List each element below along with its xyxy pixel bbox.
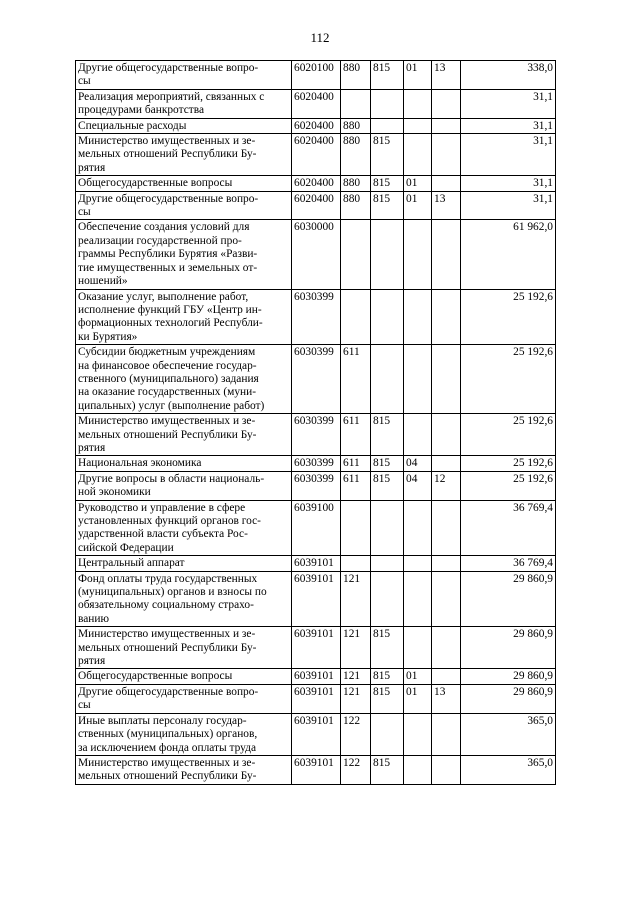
item-name-cell: Министерство имущественных и зе- мельных отношений Республики Бу- рятия xyxy=(76,627,292,669)
amount-cell: 365,0 xyxy=(461,755,556,784)
table-row xyxy=(76,345,556,414)
amount-cell: 31,1 xyxy=(461,191,556,220)
amount-cell: 29 860,9 xyxy=(461,684,556,713)
admin-code-cell xyxy=(371,118,404,133)
table-row xyxy=(76,669,556,684)
item-name-cell: Другие общегосударственные вопро- сы xyxy=(76,61,292,90)
budget-table xyxy=(75,60,556,785)
amount-cell: 36 769,4 xyxy=(461,556,556,571)
target-article-cell: 6020400 xyxy=(292,134,341,176)
table-row xyxy=(76,571,556,627)
table-row xyxy=(76,289,556,345)
item-name-cell: Руководство и управление в сфере установленных функций органов гос- ударственной власти субъекта Рос- сийской Федерации xyxy=(76,500,292,556)
page-number: 112 xyxy=(310,30,330,45)
subsection-cell xyxy=(432,289,461,345)
target-article-cell: 6030000 xyxy=(292,220,341,289)
item-name-cell: Фонд оплаты труда государственных (муниципальных) органов и взносы по обязательному социальному страхо- ванию xyxy=(76,571,292,627)
subsection-cell xyxy=(432,89,461,118)
section-cell xyxy=(404,571,432,627)
item-name-cell: Другие общегосударственные вопро- сы xyxy=(76,191,292,220)
section-cell xyxy=(404,89,432,118)
expense-type-cell: 121 xyxy=(341,627,371,669)
table-row xyxy=(76,556,556,571)
admin-code-cell: 815 xyxy=(371,755,404,784)
amount-cell: 25 192,6 xyxy=(461,345,556,414)
subsection-cell xyxy=(432,414,461,456)
subsection-cell xyxy=(432,627,461,669)
admin-code-cell xyxy=(371,289,404,345)
table-row xyxy=(76,755,556,784)
section-cell: 01 xyxy=(404,191,432,220)
expense-type-cell xyxy=(341,556,371,571)
admin-code-cell: 815 xyxy=(371,176,404,191)
admin-code-cell: 815 xyxy=(371,684,404,713)
item-name-cell: Реализация мероприятий, связанных с процедурами банкротства xyxy=(76,89,292,118)
subsection-cell xyxy=(432,669,461,684)
section-cell xyxy=(404,500,432,556)
item-name-cell: Оказание услуг, выполнение работ, исполнение функций ГБУ «Центр ин- формационных технологий Республи- ки Бурятия» xyxy=(76,289,292,345)
section-cell: 01 xyxy=(404,61,432,90)
subsection-cell: 13 xyxy=(432,684,461,713)
amount-cell: 31,1 xyxy=(461,89,556,118)
target-article-cell: 6039101 xyxy=(292,713,341,755)
admin-code-cell xyxy=(371,89,404,118)
expense-type-cell: 611 xyxy=(341,471,371,500)
subsection-cell xyxy=(432,118,461,133)
admin-code-cell xyxy=(371,556,404,571)
admin-code-cell xyxy=(371,345,404,414)
expense-type-cell: 880 xyxy=(341,176,371,191)
admin-code-cell: 815 xyxy=(371,61,404,90)
table-row xyxy=(76,176,556,191)
section-cell xyxy=(404,220,432,289)
subsection-cell xyxy=(432,500,461,556)
admin-code-cell: 815 xyxy=(371,471,404,500)
target-article-cell: 6039101 xyxy=(292,684,341,713)
expense-type-cell xyxy=(341,289,371,345)
table-row xyxy=(76,118,556,133)
target-article-cell: 6020400 xyxy=(292,118,341,133)
section-cell: 01 xyxy=(404,684,432,713)
item-name-cell: Министерство имущественных и зе- мельных отношений Республики Бу- рятия xyxy=(76,134,292,176)
target-article-cell: 6020400 xyxy=(292,191,341,220)
section-cell: 01 xyxy=(404,176,432,191)
target-article-cell: 6039101 xyxy=(292,669,341,684)
subsection-cell xyxy=(432,556,461,571)
table-row xyxy=(76,134,556,176)
section-cell xyxy=(404,627,432,669)
table-row xyxy=(76,456,556,471)
expense-type-cell: 880 xyxy=(341,191,371,220)
target-article-cell: 6039100 xyxy=(292,500,341,556)
admin-code-cell: 815 xyxy=(371,627,404,669)
amount-cell: 338,0 xyxy=(461,61,556,90)
item-name-cell: Министерство имущественных и зе- мельных отношений Республики Бу- рятия xyxy=(76,414,292,456)
budget-table-body xyxy=(76,61,556,785)
section-cell xyxy=(404,414,432,456)
target-article-cell: 6030399 xyxy=(292,456,341,471)
amount-cell: 31,1 xyxy=(461,118,556,133)
amount-cell: 29 860,9 xyxy=(461,627,556,669)
expense-type-cell: 611 xyxy=(341,345,371,414)
amount-cell: 29 860,9 xyxy=(461,669,556,684)
amount-cell: 31,1 xyxy=(461,134,556,176)
expense-type-cell: 880 xyxy=(341,61,371,90)
expense-type-cell: 611 xyxy=(341,414,371,456)
section-cell xyxy=(404,134,432,176)
target-article-cell: 6030399 xyxy=(292,289,341,345)
section-cell: 01 xyxy=(404,669,432,684)
table-row xyxy=(76,220,556,289)
item-name-cell: Другие общегосударственные вопро- сы xyxy=(76,684,292,713)
expense-type-cell: 121 xyxy=(341,571,371,627)
subsection-cell xyxy=(432,755,461,784)
section-cell xyxy=(404,118,432,133)
subsection-cell xyxy=(432,220,461,289)
section-cell xyxy=(404,556,432,571)
table-row xyxy=(76,713,556,755)
admin-code-cell: 815 xyxy=(371,414,404,456)
admin-code-cell xyxy=(371,713,404,755)
subsection-cell: 13 xyxy=(432,61,461,90)
admin-code-cell xyxy=(371,571,404,627)
item-name-cell: Специальные расходы xyxy=(76,118,292,133)
target-article-cell: 6030399 xyxy=(292,345,341,414)
subsection-cell xyxy=(432,456,461,471)
subsection-cell: 13 xyxy=(432,191,461,220)
section-cell xyxy=(404,713,432,755)
section-cell xyxy=(404,755,432,784)
amount-cell: 31,1 xyxy=(461,176,556,191)
item-name-cell: Министерство имущественных и зе- мельных отношений Республики Бу- xyxy=(76,755,292,784)
item-name-cell: Общегосударственные вопросы xyxy=(76,669,292,684)
item-name-cell: Обеспечение создания условий для реализации государственной про- граммы Республики Бурятия «Разви- тие имущественных и земельных от- ношений» xyxy=(76,220,292,289)
item-name-cell: Иные выплаты персоналу государ- ственных (муниципальных) органов, за исключением фонда оплаты труда xyxy=(76,713,292,755)
item-name-cell: Общегосударственные вопросы xyxy=(76,176,292,191)
amount-cell: 25 192,6 xyxy=(461,471,556,500)
table-row xyxy=(76,61,556,90)
target-article-cell: 6039101 xyxy=(292,755,341,784)
item-name-cell: Другие вопросы в области националь- ной экономики xyxy=(76,471,292,500)
amount-cell: 365,0 xyxy=(461,713,556,755)
target-article-cell: 6030399 xyxy=(292,414,341,456)
admin-code-cell: 815 xyxy=(371,134,404,176)
expense-type-cell xyxy=(341,89,371,118)
expense-type-cell: 880 xyxy=(341,134,371,176)
table-row xyxy=(76,414,556,456)
amount-cell: 25 192,6 xyxy=(461,456,556,471)
item-name-cell: Субсидии бюджетным учреждениям на финансовое обеспечение государ- ственного (муниципального) задания на оказание государственных (муни- ципальных) услуг (выполнение работ) xyxy=(76,345,292,414)
table-row xyxy=(76,684,556,713)
expense-type-cell: 121 xyxy=(341,669,371,684)
table-row xyxy=(76,191,556,220)
amount-cell: 25 192,6 xyxy=(461,414,556,456)
target-article-cell: 6030399 xyxy=(292,471,341,500)
subsection-cell xyxy=(432,713,461,755)
table-row xyxy=(76,627,556,669)
section-cell: 04 xyxy=(404,456,432,471)
expense-type-cell xyxy=(341,500,371,556)
admin-code-cell: 815 xyxy=(371,191,404,220)
item-name-cell: Национальная экономика xyxy=(76,456,292,471)
table-row xyxy=(76,89,556,118)
admin-code-cell: 815 xyxy=(371,456,404,471)
amount-cell: 29 860,9 xyxy=(461,571,556,627)
subsection-cell xyxy=(432,134,461,176)
section-cell xyxy=(404,289,432,345)
section-cell xyxy=(404,345,432,414)
target-article-cell: 6020400 xyxy=(292,176,341,191)
target-article-cell: 6020400 xyxy=(292,89,341,118)
amount-cell: 25 192,6 xyxy=(461,289,556,345)
expense-type-cell: 121 xyxy=(341,684,371,713)
admin-code-cell xyxy=(371,220,404,289)
table-row xyxy=(76,500,556,556)
expense-type-cell: 122 xyxy=(341,713,371,755)
target-article-cell: 6020100 xyxy=(292,61,341,90)
subsection-cell: 12 xyxy=(432,471,461,500)
expense-type-cell: 122 xyxy=(341,755,371,784)
expense-type-cell: 611 xyxy=(341,456,371,471)
subsection-cell xyxy=(432,345,461,414)
section-cell: 04 xyxy=(404,471,432,500)
admin-code-cell xyxy=(371,500,404,556)
amount-cell: 61 962,0 xyxy=(461,220,556,289)
table-row xyxy=(76,471,556,500)
target-article-cell: 6039101 xyxy=(292,571,341,627)
admin-code-cell: 815 xyxy=(371,669,404,684)
subsection-cell xyxy=(432,571,461,627)
target-article-cell: 6039101 xyxy=(292,627,341,669)
amount-cell: 36 769,4 xyxy=(461,500,556,556)
expense-type-cell xyxy=(341,220,371,289)
target-article-cell: 6039101 xyxy=(292,556,341,571)
subsection-cell xyxy=(432,176,461,191)
item-name-cell: Центральный аппарат xyxy=(76,556,292,571)
expense-type-cell: 880 xyxy=(341,118,371,133)
